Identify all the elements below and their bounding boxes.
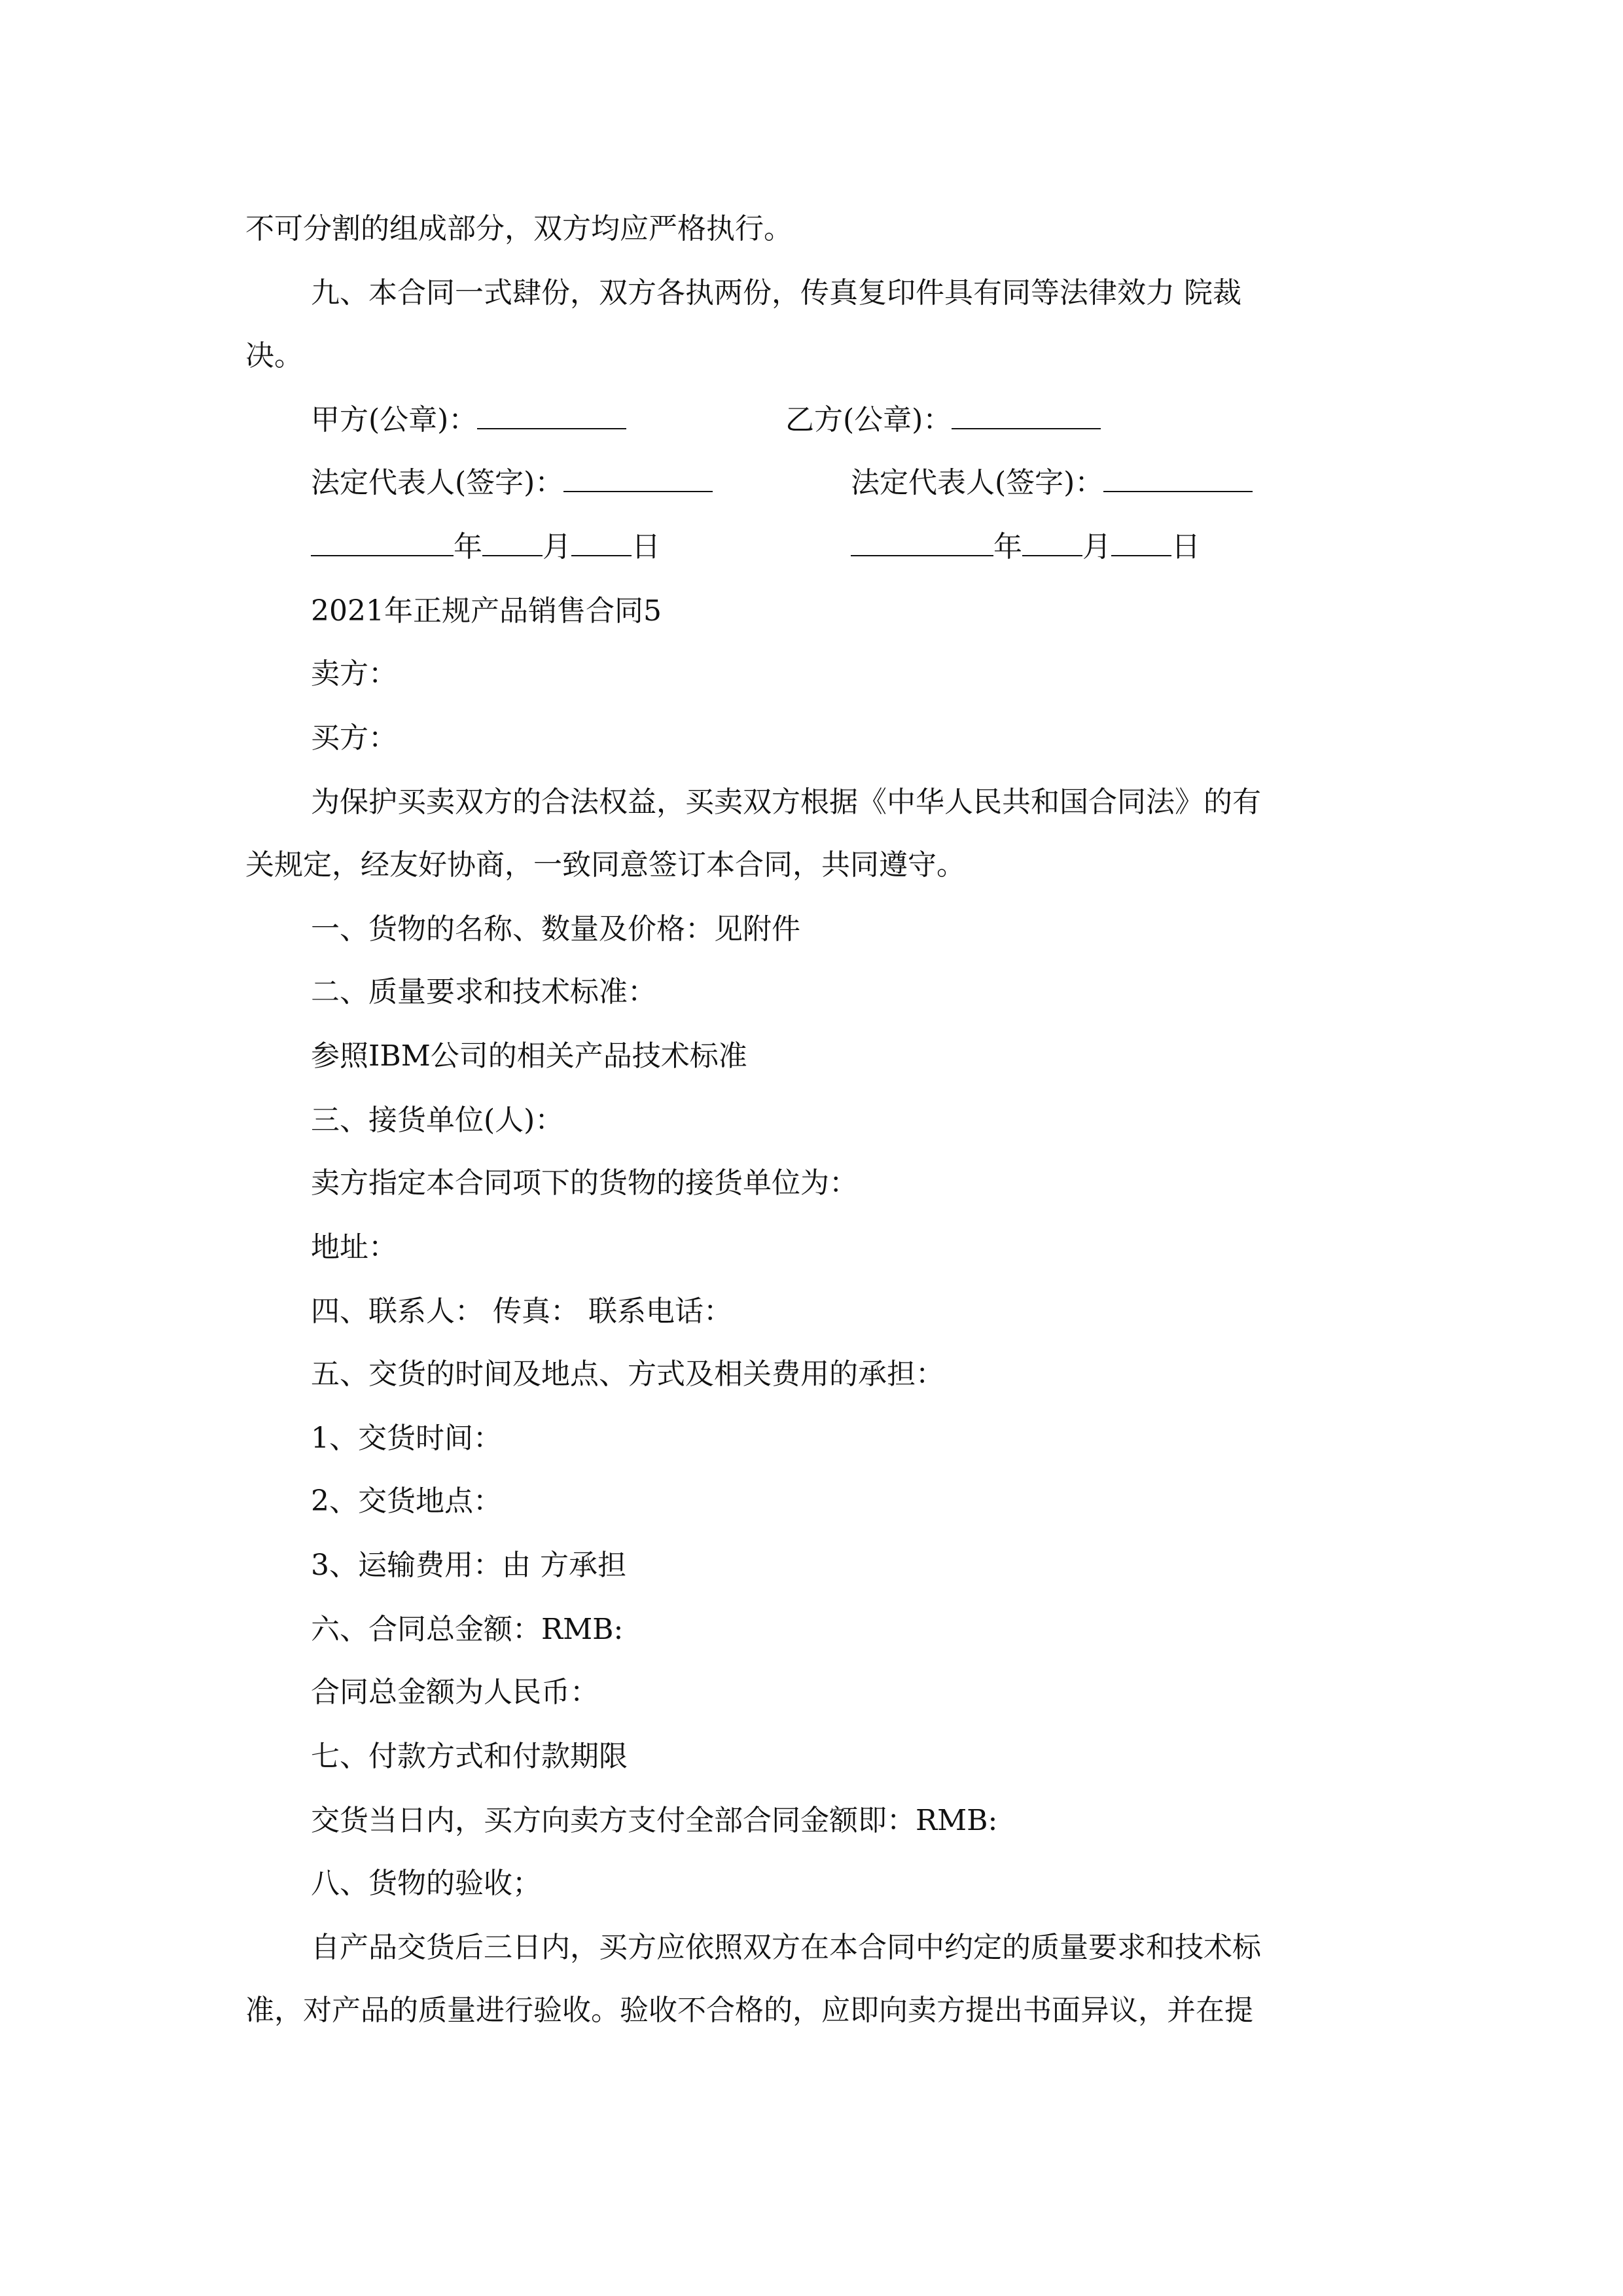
date-b-year-label: 年 [993, 530, 1022, 564]
signature-rep-b [851, 463, 1253, 503]
date-b-day-label: 日 [1171, 530, 1200, 564]
party-b-seal-label: 乙方(公章)： [785, 403, 952, 437]
text-line: 合同总金额为人民币： [311, 1676, 599, 1709]
date-a-year-blank [311, 529, 454, 556]
text-line: 关规定，经友好协商，一致同意签订本合同，共同遵守。 [245, 848, 965, 882]
signature-date-b [851, 528, 1200, 567]
date-b-year-blank [851, 529, 993, 556]
text-line: 卖方指定本合同项下的货物的接货单位为： [311, 1166, 858, 1200]
text-line: 二、质量要求和技术标准： [311, 975, 656, 1009]
text-line: 为保护买卖双方的合法权益，买卖双方根据《中华人民共和国合同法》的有 [311, 785, 1261, 819]
rep-b-blank [1103, 465, 1253, 492]
text-line: 3、运输费用：由 方承担 [311, 1549, 626, 1582]
text-line: 卖方： [311, 657, 397, 691]
text-line: 三、接货单位(人)： [311, 1103, 564, 1137]
text-line: 八、货物的验收； [311, 1867, 541, 1900]
party-b-seal-blank [952, 402, 1101, 429]
signature-rep-a [311, 463, 713, 503]
text-line: 决。 [245, 339, 303, 372]
rep-b-label: 法定代表人(签字)： [851, 466, 1104, 499]
text-line: 买方： [311, 721, 397, 755]
text-line: 准，对产品的质量进行验收。验收不合格的，应即向卖方提出书面异议，并在提 [245, 1994, 1253, 2027]
rep-a-blank [563, 465, 713, 492]
signature-party-a-seal [311, 401, 626, 440]
date-b-month-blank [1022, 529, 1082, 556]
text-line: 1、交货时间： [311, 1422, 502, 1455]
signature-party-b-seal [785, 401, 1101, 440]
date-a-year-label: 年 [454, 530, 482, 564]
date-a-day-label: 日 [632, 530, 660, 564]
text-line: 不可分割的组成部分，双方均应严格执行。 [245, 212, 793, 245]
text-line: 参照IBM公司的相关产品技术标准 [311, 1039, 747, 1073]
signature-date-a [311, 528, 660, 567]
date-a-day-blank [571, 529, 632, 556]
rep-a-label: 法定代表人(签字)： [311, 466, 564, 499]
text-line: 七、付款方式和付款期限 [311, 1740, 628, 1773]
party-a-seal-blank [477, 402, 626, 429]
text-line: 五、交货的时间及地点、方式及相关费用的承担： [311, 1357, 944, 1391]
text-line: 地址： [311, 1230, 397, 1264]
date-b-month-label: 月 [1082, 530, 1111, 564]
text-line: 六、合同总金额：RMB: [311, 1613, 624, 1646]
section-title: 2021年正规产品销售合同5 [311, 594, 662, 628]
text-line: 交货当日内，买方向卖方支付全部合同金额即：RMB: [311, 1804, 998, 1837]
date-b-day-blank [1111, 529, 1171, 556]
text-line: 自产品交货后三日内，买方应依照双方在本合同中约定的质量要求和技术标 [311, 1931, 1261, 1964]
date-a-month-blank [482, 529, 543, 556]
text-line: 四、联系人： 传真： 联系电话： [311, 1295, 732, 1328]
text-line: 一、货物的名称、数量及价格：见附件 [311, 912, 800, 946]
party-a-seal-label: 甲方(公章)： [311, 403, 478, 437]
text-line: 九、本合同一式肆份，双方各执两份，传真复印件具有同等法律效力 院裁 [311, 276, 1241, 310]
date-a-month-label: 月 [543, 530, 571, 564]
text-line: 2、交货地点： [311, 1484, 502, 1518]
